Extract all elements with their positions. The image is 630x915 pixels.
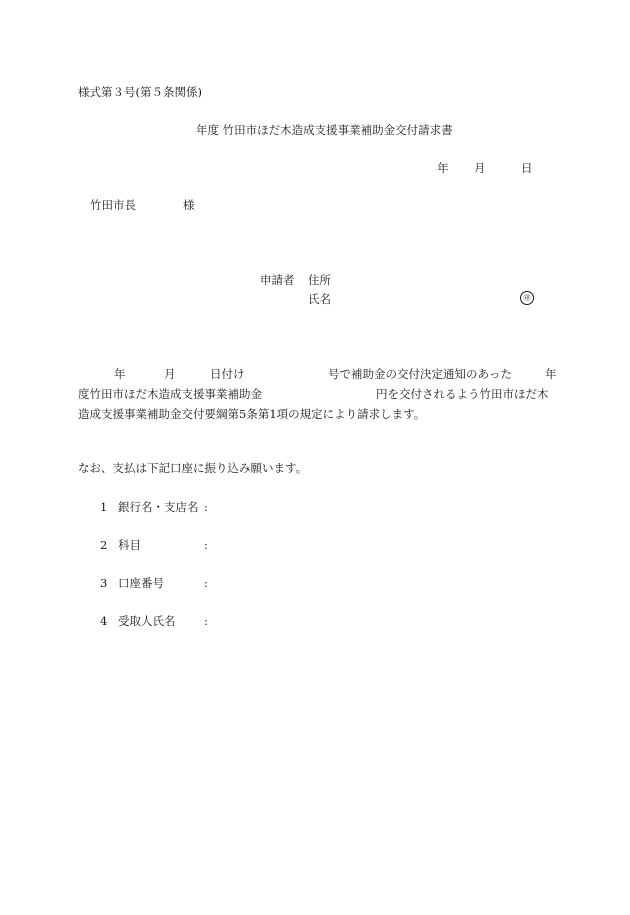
date-month: 月	[474, 161, 486, 175]
payment-note: なお、支払は下記口座に振り込み願います。	[78, 461, 308, 475]
item-colon: :	[204, 538, 208, 552]
item-number: 1	[100, 500, 108, 514]
paragraph-line-1	[78, 364, 560, 384]
paragraph-line-3	[78, 404, 560, 424]
item-colon: :	[204, 500, 208, 514]
body-program: 度竹田市ほだ木造成支援事業補助金	[78, 387, 262, 401]
body-yen-text: 円を交付されるよう竹田市ほだ木	[376, 387, 549, 401]
item-label: 銀行名・支店名	[118, 500, 199, 514]
applicant-address-label: 住所	[308, 273, 331, 287]
addressee-honorific: 様	[183, 198, 195, 212]
request-paragraph	[78, 364, 560, 424]
body-year: 年	[114, 367, 126, 381]
seal-mark	[520, 291, 534, 305]
item-label: 口座番号	[118, 576, 164, 590]
item-label: 科目	[118, 538, 141, 552]
applicant-name-label: 氏名	[308, 292, 331, 306]
body-dated: 日付け	[210, 367, 245, 381]
date-day: 日	[521, 161, 533, 175]
item-number: 4	[100, 614, 108, 628]
addressee-name: 竹田市長	[90, 198, 136, 212]
body-regulation-text: 造成支援事業補助金交付要綱第5条第1項の規定により請求します。	[78, 407, 426, 421]
seal-glyph: ㊞	[523, 294, 531, 302]
item-colon: :	[204, 614, 208, 628]
item-label: 受取人氏名	[118, 614, 176, 628]
applicant-label: 申請者	[260, 273, 295, 287]
body-month: 月	[164, 367, 176, 381]
date-year: 年	[437, 161, 449, 175]
document-title: 年度 竹田市ほだ木造成支援事業補助金交付請求書	[196, 123, 453, 137]
body-year2: 年	[545, 367, 557, 381]
item-number: 2	[100, 538, 108, 552]
item-colon: :	[204, 576, 208, 590]
paragraph-line-2	[78, 384, 560, 404]
form-number: 様式第３号(第５条関係)	[78, 85, 202, 99]
body-number-text: 号で補助金の交付決定通知のあった	[328, 367, 512, 381]
item-number: 3	[100, 576, 108, 590]
